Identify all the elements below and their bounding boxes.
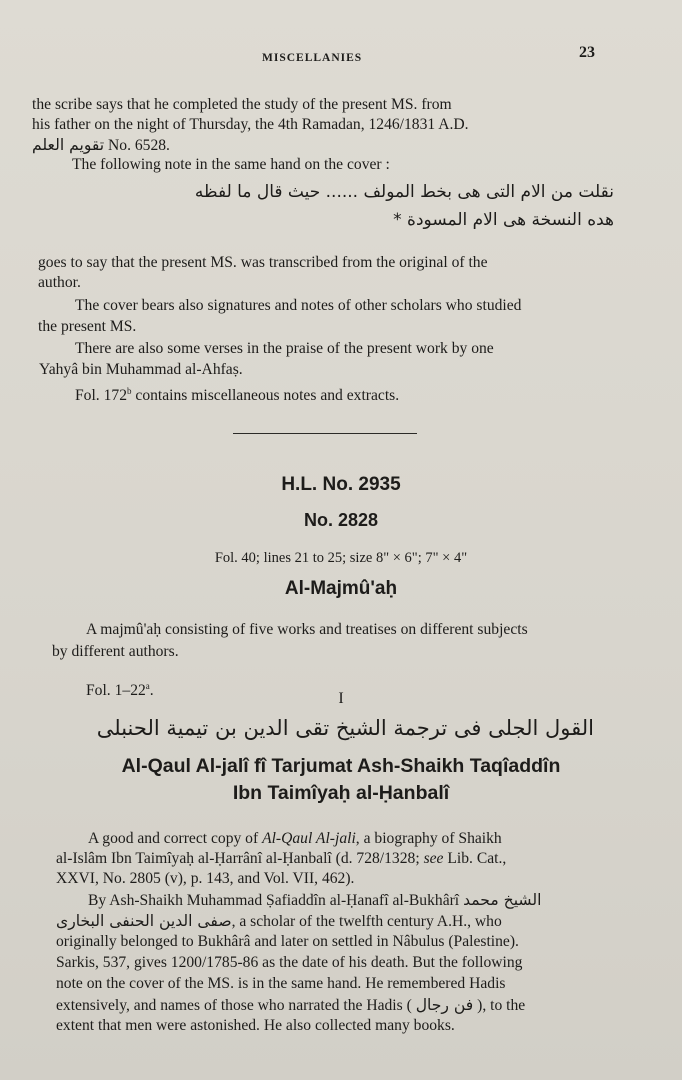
text-span: A good and correct copy of — [88, 830, 263, 847]
text-line: the scribe says that he completed the study of the present MS. from — [32, 96, 452, 113]
text-line: by different authors. — [52, 643, 179, 660]
arabic-quote-line: نقلت من الام التى هى بخط المولف ...... حيث قال ما لفظه — [194, 182, 614, 202]
text-line: The following note in the same hand on the cover : — [72, 156, 390, 173]
text-span: , a biography of Shaikh — [355, 830, 502, 847]
text-line: The cover bears also signatures and notes of other scholars who studied — [75, 297, 522, 314]
text-line — [56, 849, 506, 869]
text-line: A majmû'aḥ consisting of five works and treatises on different subjects — [86, 621, 528, 638]
text-line: author. — [38, 274, 81, 291]
text-line — [32, 135, 170, 156]
text-line: originally belonged to Bukhârâ and later on settled in Nâbulus (Palestine). — [56, 933, 519, 950]
text-span: , a scholar of the twelfth century A.H., who — [231, 913, 502, 930]
text-span: extensively, and names of those who narrated the Hadis ( — [56, 997, 416, 1014]
text-span: contains miscellaneous notes and extracts. — [131, 387, 400, 405]
arabic-quote-line: هده النسخة هى الام المسودة * — [393, 210, 614, 230]
text-line: There are also some verses in the praise of the present work by one — [75, 340, 494, 357]
transliterated-title-line1: Al-Qaul Al-jalî fî Tarjumat Ash-Shaikh Taqîaddîn — [121, 755, 561, 777]
text-span: al-Islâm Ibn Taimîyaḥ al-Ḥarrânî al-Ḥanbalî (d. 728/1328; — [56, 850, 424, 867]
arabic-inline: فن رجال — [415, 996, 474, 1014]
page-number: 23 — [579, 44, 595, 61]
superscript: b — [127, 386, 132, 396]
section-divider — [233, 433, 417, 434]
text-span: Fol. 1–22 — [86, 682, 146, 700]
text-span: Fol. 172 — [75, 387, 127, 405]
text-line: the present MS. — [38, 318, 137, 335]
text-line: note on the cover of the MS. is in the same hand. He remembered Hadis — [56, 975, 506, 992]
work-title: Al-Majmû'aḥ — [284, 578, 398, 599]
text-line: goes to say that the present MS. was transcribed from the original of the — [38, 254, 488, 271]
text-line — [88, 890, 541, 911]
folio-info: Fol. 40; lines 21 to 25; size 8" × 6"; 7" × 4" — [214, 550, 468, 566]
hl-number-heading: H.L. No. 2935 — [281, 474, 401, 495]
italic-title: Al-Qaul Al-jali — [262, 830, 356, 847]
text-line — [56, 995, 525, 1016]
superscript: a — [145, 681, 150, 691]
text-span: Lib. Cat., — [443, 850, 507, 867]
text-line: Yahyâ bin Muhammad al-Ahfaṣ. — [39, 361, 243, 378]
transliterated-title-line2: Ibn Taimîyaḥ al-Ḥanbalî — [232, 782, 450, 804]
text-line: extent that men were astonished. He also collected many books. — [56, 1017, 455, 1034]
text-span: . — [149, 682, 154, 700]
text-line: Sarkis, 537, gives 1200/1785-86 as the date of his death. But the following — [56, 954, 523, 971]
text-span: No. 6528. — [108, 137, 170, 154]
arabic-inline: تقويم العلم — [32, 136, 105, 154]
text-line — [88, 829, 502, 849]
arabic-inline: الشيخ محمد — [463, 891, 542, 909]
text-line — [75, 381, 399, 406]
running-title: MISCELLANIES — [262, 52, 363, 64]
roman-numeral: I — [338, 690, 344, 707]
arabic-title: القول الجلى فى ترجمة الشيخ تقى الدين بن تيمية الحنبلى — [96, 716, 594, 740]
italic-word: see — [423, 850, 444, 867]
text-span: By Ash-Shaikh Muhammad Ṣafiaddîn al-Ḥanafî al-Bukhârî — [88, 892, 460, 909]
number-heading: No. 2828 — [303, 510, 379, 530]
text-line — [56, 911, 502, 932]
text-line: XXVI, No. 2805 (v), p. 143, and Vol. VII, 462). — [56, 870, 355, 887]
text-line: his father on the night of Thursday, the 4th Ramadan, 1246/1831 A.D. — [32, 116, 469, 133]
text-span: ), to the — [473, 997, 526, 1014]
arabic-inline: صفى الدين الحنفى البخارى — [56, 912, 232, 930]
